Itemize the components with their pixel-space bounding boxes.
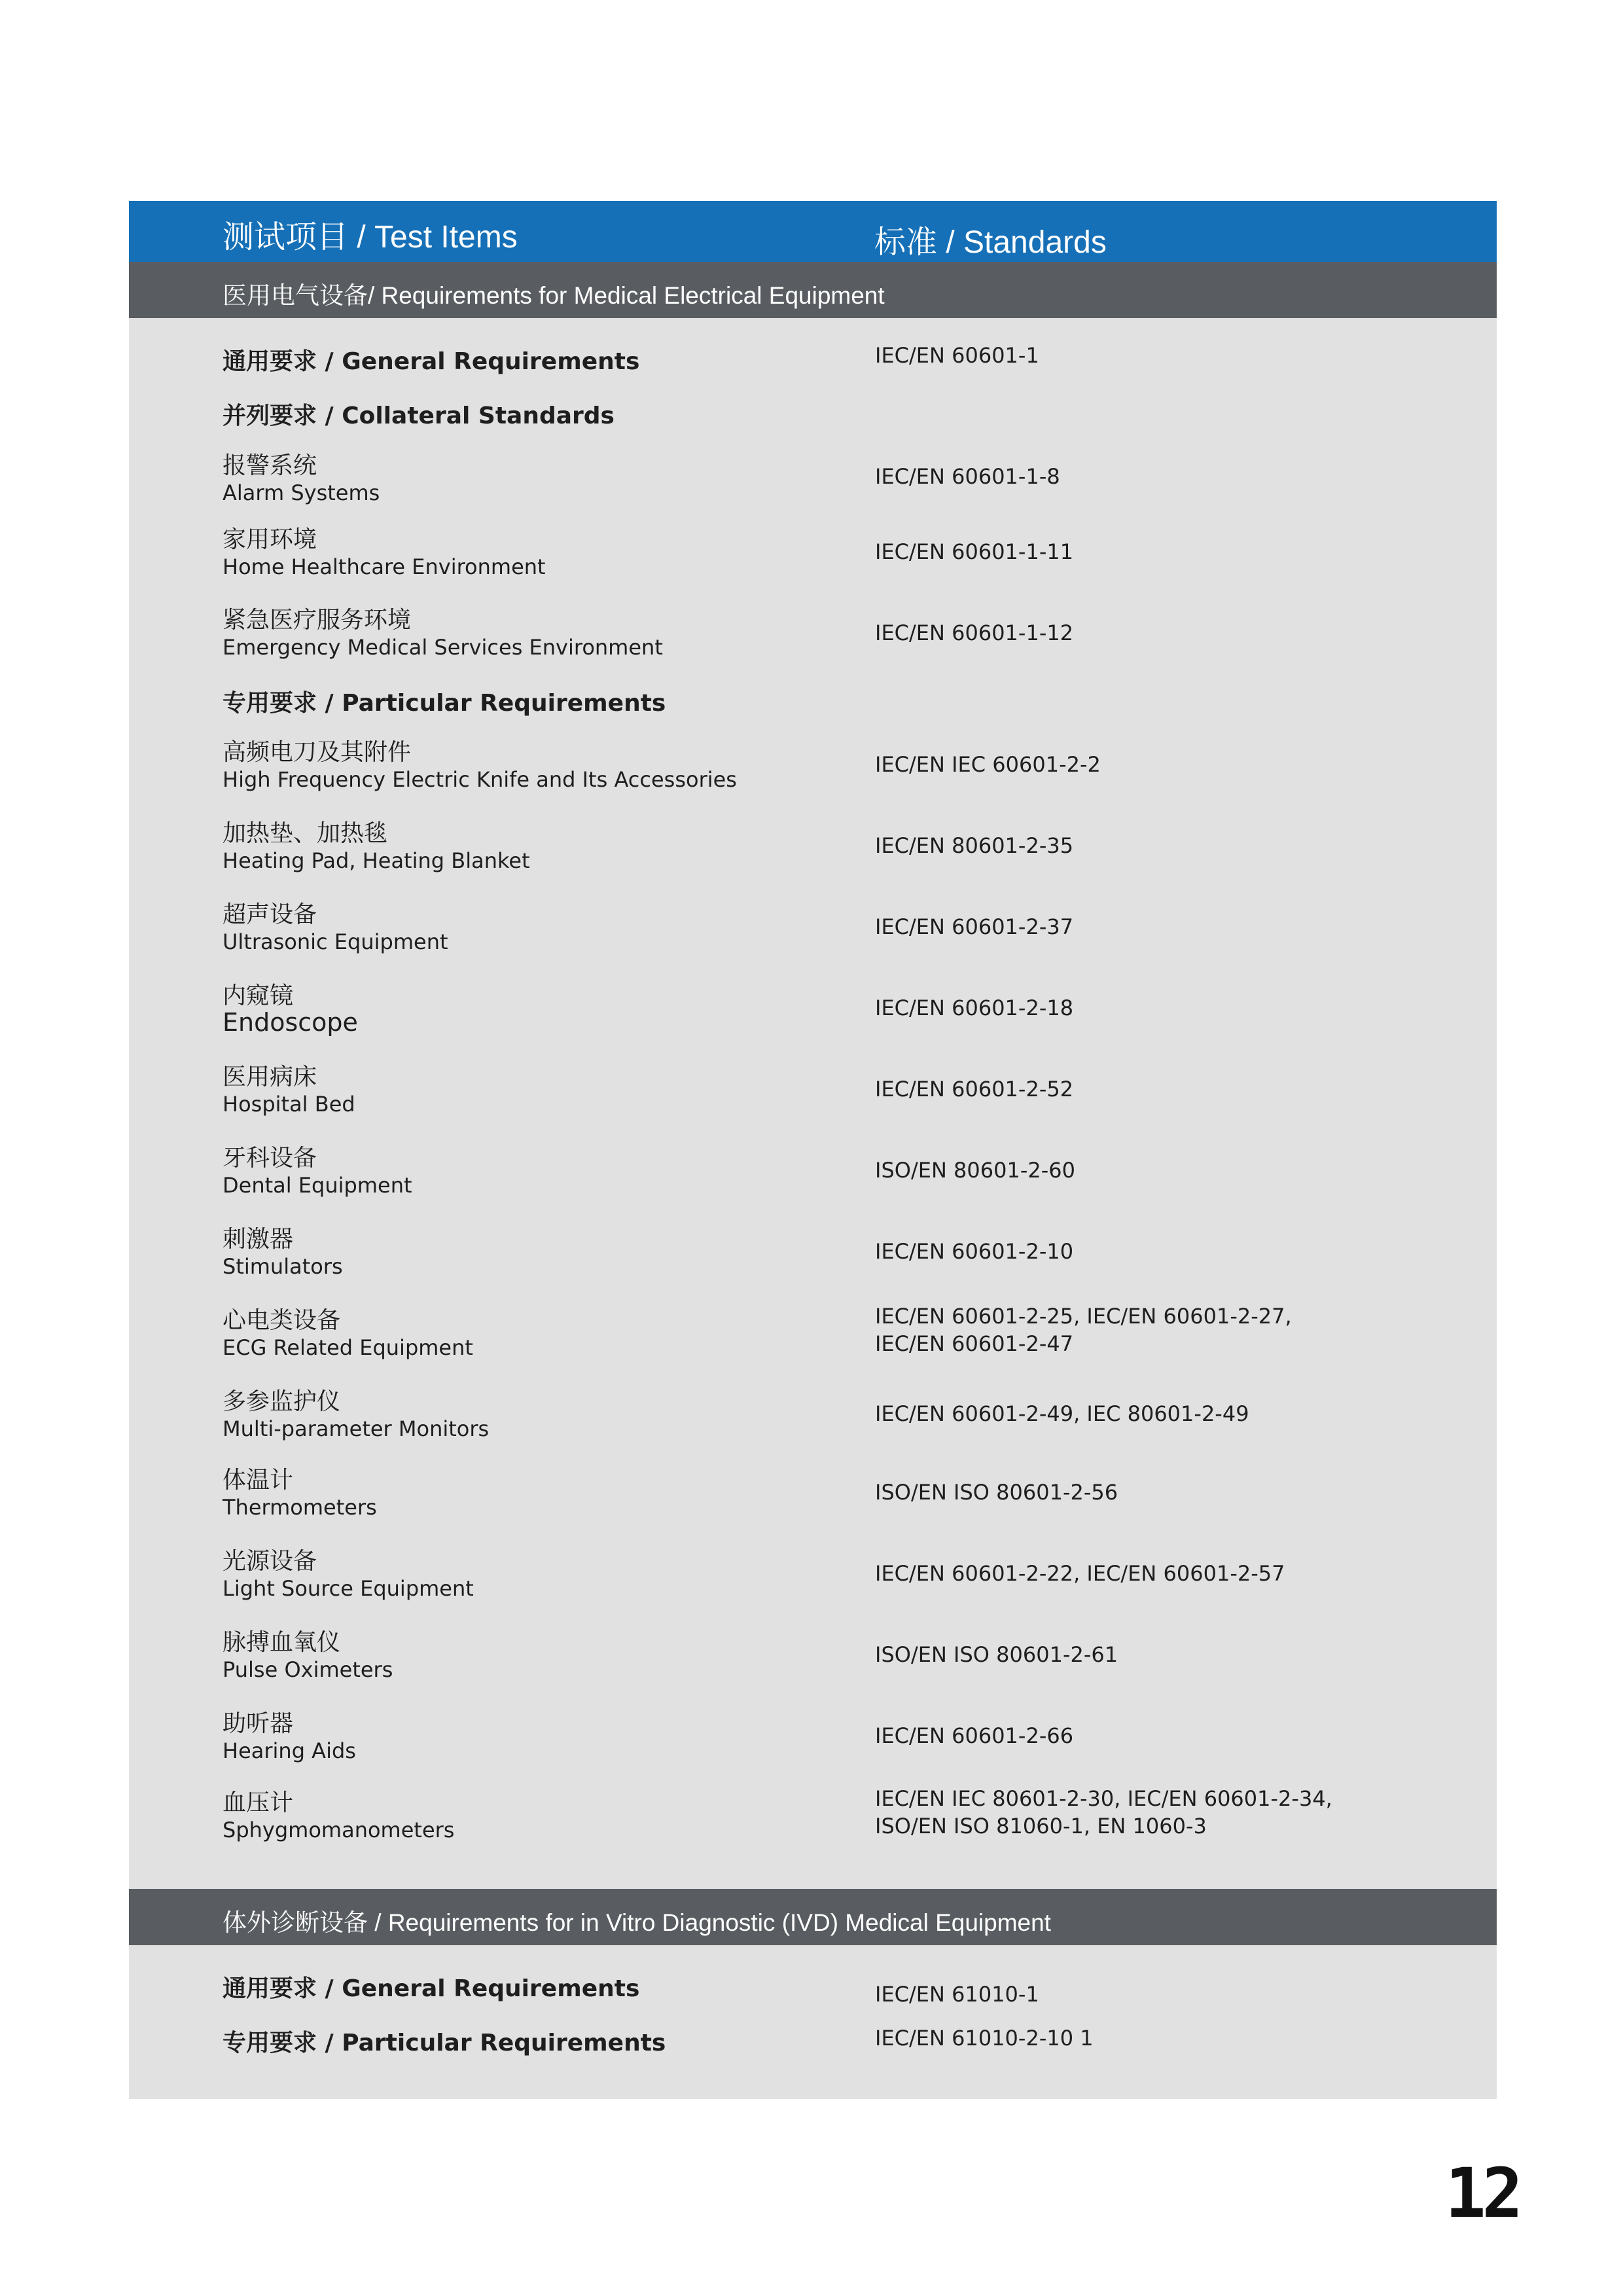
- row-label-en: Sphygmomanometers: [223, 1818, 455, 1842]
- row-standard: IEC/EN 60601-2-25, IEC/EN 60601-2-27, IEC/EN 60601-2-47: [875, 1304, 1292, 1356]
- row-standard: IEC/EN 60601-1-11: [875, 539, 1074, 564]
- row-label-zh: 超声设备: [223, 901, 317, 928]
- row-label-en: Emergency Medical Services Environment: [223, 635, 663, 660]
- row-label-zh: 光源设备: [223, 1548, 317, 1575]
- section-title-text: 医用电气设备/ Requirements for Medical Electrical Equipment: [223, 282, 885, 309]
- section-title-text: 体外诊断设备 / Requirements for in Vitro Diagnostic (IVD) Medical Equipment: [223, 1909, 1051, 1936]
- row-standard: IEC/EN IEC 60601-2-2: [875, 752, 1101, 777]
- row-standard: IEC/EN 60601-2-18: [875, 996, 1074, 1020]
- row-standard: IEC/EN 80601-2-35: [875, 833, 1074, 858]
- row-label-zh: 助听器: [223, 1710, 294, 1737]
- row-label-zh: 医用病床: [223, 1064, 317, 1090]
- row-label-zh: 血压计: [223, 1789, 294, 1816]
- row-label-zh: 内窥镜: [223, 982, 294, 1009]
- row-standard: ISO/EN 80601-2-60: [875, 1158, 1076, 1183]
- row-label-en: Dental Equipment: [223, 1173, 412, 1198]
- header-standards: 标准 / Standards: [874, 225, 1107, 260]
- row-label-en: Hearing Aids: [223, 1738, 356, 1763]
- row-label-zh: 家用环境: [223, 526, 317, 553]
- row-standard: IEC/EN 61010-1: [875, 1982, 1039, 2007]
- row-standard: IEC/EN 61010-2-10 1: [875, 2026, 1094, 2051]
- row-label: 专用要求 / Particular Requirements: [223, 2030, 666, 2056]
- row-label-en: Pulse Oximeters: [223, 1657, 393, 1682]
- row-label-en: Heating Pad, Heating Blanket: [223, 848, 530, 873]
- row-label-en: Home Healthcare Environment: [223, 554, 546, 579]
- header-test-items: 测试项目 / Test Items: [223, 220, 518, 255]
- page-number: 12: [1445, 2153, 1520, 2233]
- row-standard: IEC/EN 60601-2-37: [875, 914, 1074, 939]
- section-body-ivd: [129, 1945, 1497, 2099]
- table-header: [129, 201, 1497, 262]
- row-standard: IEC/EN 60601-2-52: [875, 1077, 1074, 1102]
- row-label-zh: 高频电刀及其附件: [223, 739, 412, 766]
- row-label: 通用要求 / General Requirements: [223, 348, 640, 375]
- row-label-en: Ultrasonic Equipment: [223, 929, 448, 954]
- row-standard: IEC/EN 60601-1-8: [875, 464, 1060, 489]
- row-label-en: Endoscope: [223, 1008, 358, 1037]
- row-standard: IEC/EN IEC 80601-2-30, IEC/EN 60601-2-34, ISO/EN ISO 81060-1, EN 1060-3: [875, 1786, 1332, 1839]
- row-label-en: Hospital Bed: [223, 1092, 355, 1117]
- row-standard: IEC/EN 60601-2-22, IEC/EN 60601-2-57: [875, 1561, 1285, 1586]
- row-label-zh: 报警系统: [223, 452, 317, 479]
- row-label-zh: 脉搏血氧仪: [223, 1629, 341, 1656]
- row-label: 专用要求 / Particular Requirements: [223, 690, 666, 717]
- row-label: 通用要求 / General Requirements: [223, 1975, 640, 2002]
- row-label-en: Multi-parameter Monitors: [223, 1416, 490, 1441]
- row-label: 并列要求 / Collateral Standards: [223, 403, 615, 429]
- section-title-medical: [129, 262, 1497, 318]
- row-label-en: High Frequency Electric Knife and Its Accessories: [223, 767, 737, 792]
- row-standard: IEC/EN 60601-2-49, IEC 80601-2-49: [875, 1401, 1249, 1426]
- row-label-en: Alarm Systems: [223, 480, 380, 505]
- row-label-en: Light Source Equipment: [223, 1576, 474, 1601]
- row-label-en: Thermometers: [223, 1495, 377, 1520]
- row-label-en: ECG Related Equipment: [223, 1335, 473, 1360]
- row-standard: IEC/EN 60601-1: [875, 343, 1039, 368]
- section-body-medical: [129, 318, 1497, 1889]
- row-label-zh: 心电类设备: [223, 1307, 341, 1334]
- row-label-zh: 牙科设备: [223, 1145, 317, 1172]
- row-standard: ISO/EN ISO 80601-2-56: [875, 1480, 1118, 1505]
- row-standard: IEC/EN 60601-1-12: [875, 620, 1074, 645]
- row-label-en: Stimulators: [223, 1254, 343, 1279]
- row-label-zh: 多参监护仪: [223, 1388, 341, 1415]
- row-standard: ISO/EN ISO 80601-2-61: [875, 1642, 1118, 1667]
- row-label-zh: 体温计: [223, 1467, 294, 1494]
- row-label-zh: 紧急医疗服务环境: [223, 607, 412, 634]
- row-standard: IEC/EN 60601-2-10: [875, 1239, 1074, 1264]
- row-label-zh: 加热垫、加热毯: [223, 820, 388, 847]
- section-title-ivd: [129, 1889, 1497, 1945]
- row-standard: IEC/EN 60601-2-66: [875, 1723, 1074, 1748]
- standards-table: [129, 201, 1497, 2099]
- row-label-zh: 刺激器: [223, 1226, 294, 1253]
